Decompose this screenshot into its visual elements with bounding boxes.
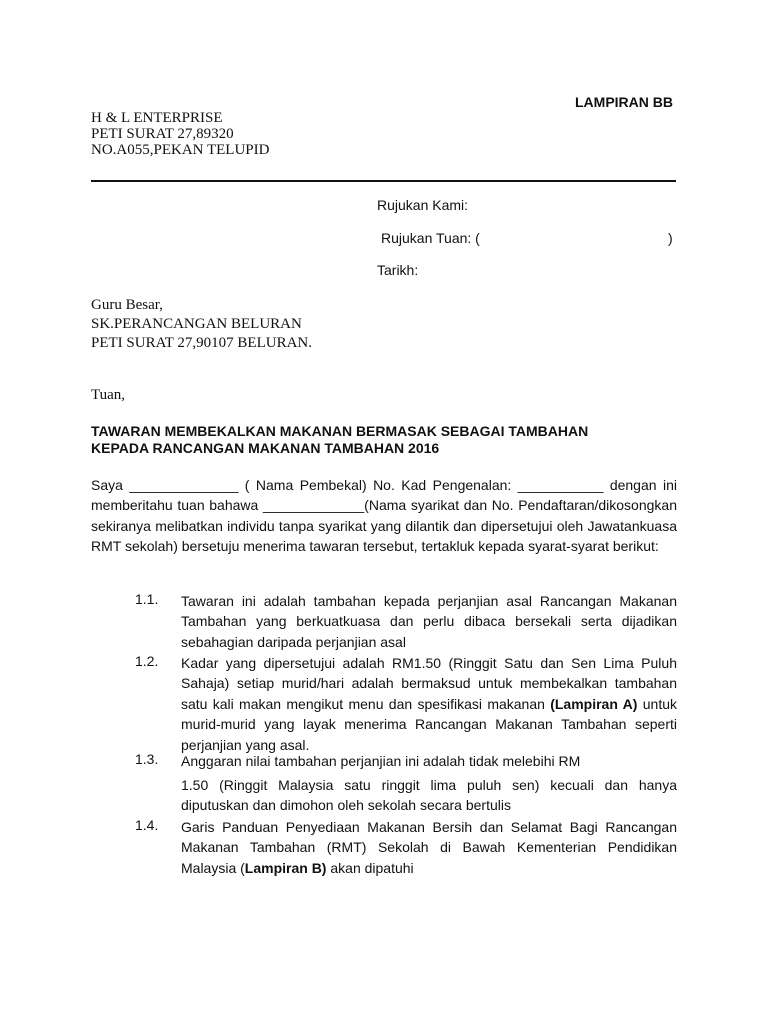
clause-text-part: untuk murid-murid yang layak menerima Rancangan Makanan Tambahan seperti perjanjian yang asal. <box>181 695 677 753</box>
lampiran-b-reference: Lampiran B) <box>244 859 327 876</box>
sender-block <box>91 110 269 158</box>
clause-text-part: Kadar yang dipersetujui adalah RM1.50 (Ringgit Satu dan Sen Lima Puluh Sahaja) setiap murid/hari adalah bermaksud untuk membekalkan tambahan satu kali makan mengikut menu dan spesifikasi makanan <box>181 655 677 712</box>
clause-text <box>181 653 677 755</box>
sender-address-line2: NO.A055,PEKAN TELUPID <box>91 142 270 158</box>
rujukan-kami-label: Rujukan Kami: <box>377 197 469 213</box>
clause-text-part: akan dipatuhi <box>326 859 414 876</box>
sender-name: H & L ENTERPRISE <box>91 110 223 126</box>
clause-text: Tawaran ini adalah tambahan kepada perjanjian asal Rancangan Makanan Tambahan yang berkuatkuasa dan perlu dibaca bersekali serta dijadikan sebahagian daripada perjanjian asal <box>181 593 677 650</box>
header-divider <box>91 180 676 182</box>
clause-number: 1.4. <box>135 817 159 833</box>
subject-heading <box>91 423 681 457</box>
clause-number: 1.3. <box>135 751 159 767</box>
recipient-line3: PETI SURAT 27,90107 BELURAN. <box>91 335 312 351</box>
clause-text-line2: 1.50 (Ringgit Malaysia satu ringgit lima puluh sen) kecuali dan hanya diputuskan dan dimohon oleh sekolah secara bertulis <box>181 777 677 814</box>
intro-paragraph: Saya ______________ ( Nama Pembekal) No. Kad Pengenalan: ___________ dengan ini memberitahu tuan bahawa _____________(Nama syarikat dan No. Pendaftaran/dikosongkan sekiranya melibatkan individu tanpa syarikat yang dilantik dan dipersetujui oleh Jawatankuasa RMT sekolah) bersetuju menerima tawaran tersebut, tertakluk kepada syarat-syarat berikut: <box>91 477 677 555</box>
lampiran-a-reference: (Lampiran A) <box>550 695 638 712</box>
rujukan-tuan-label: Rujukan Tuan: ( <box>381 230 480 246</box>
rujukan-tuan-close: ) <box>668 230 673 246</box>
clause-number: 1.2. <box>135 653 159 669</box>
tarikh-label: Tarikh: <box>377 262 419 278</box>
recipient-line1: Guru Besar, <box>91 297 163 313</box>
recipient-block <box>91 296 312 353</box>
lampiran-label: LAMPIRAN BB <box>575 94 673 110</box>
sender-address-line1: PETI SURAT 27,89320 <box>91 126 234 142</box>
clause-text-part: Garis Panduan Penyediaan Makanan Bersih dan Selamat Bagi Rancangan Makanan Tambahan (RMT) Sekolah di Bawah Kementerian Pendidikan Malaysia ( <box>181 819 677 876</box>
clause-text-line1: Anggaran nilai tambahan perjanjian ini adalah tidak melebihi RM <box>181 753 581 769</box>
recipient-line2: SK.PERANCANGAN BELURAN <box>91 316 302 332</box>
clause-number: 1.1. <box>135 591 159 607</box>
subject-line1: TAWARAN MEMBEKALKAN MAKANAN BERMASAK SEBAGAI TAMBAHAN <box>91 423 589 439</box>
salutation: Tuan, <box>91 387 126 403</box>
clause-text <box>181 817 677 878</box>
subject-line2: KEPADA RANCANGAN MAKANAN TAMBAHAN 2016 <box>91 440 440 456</box>
